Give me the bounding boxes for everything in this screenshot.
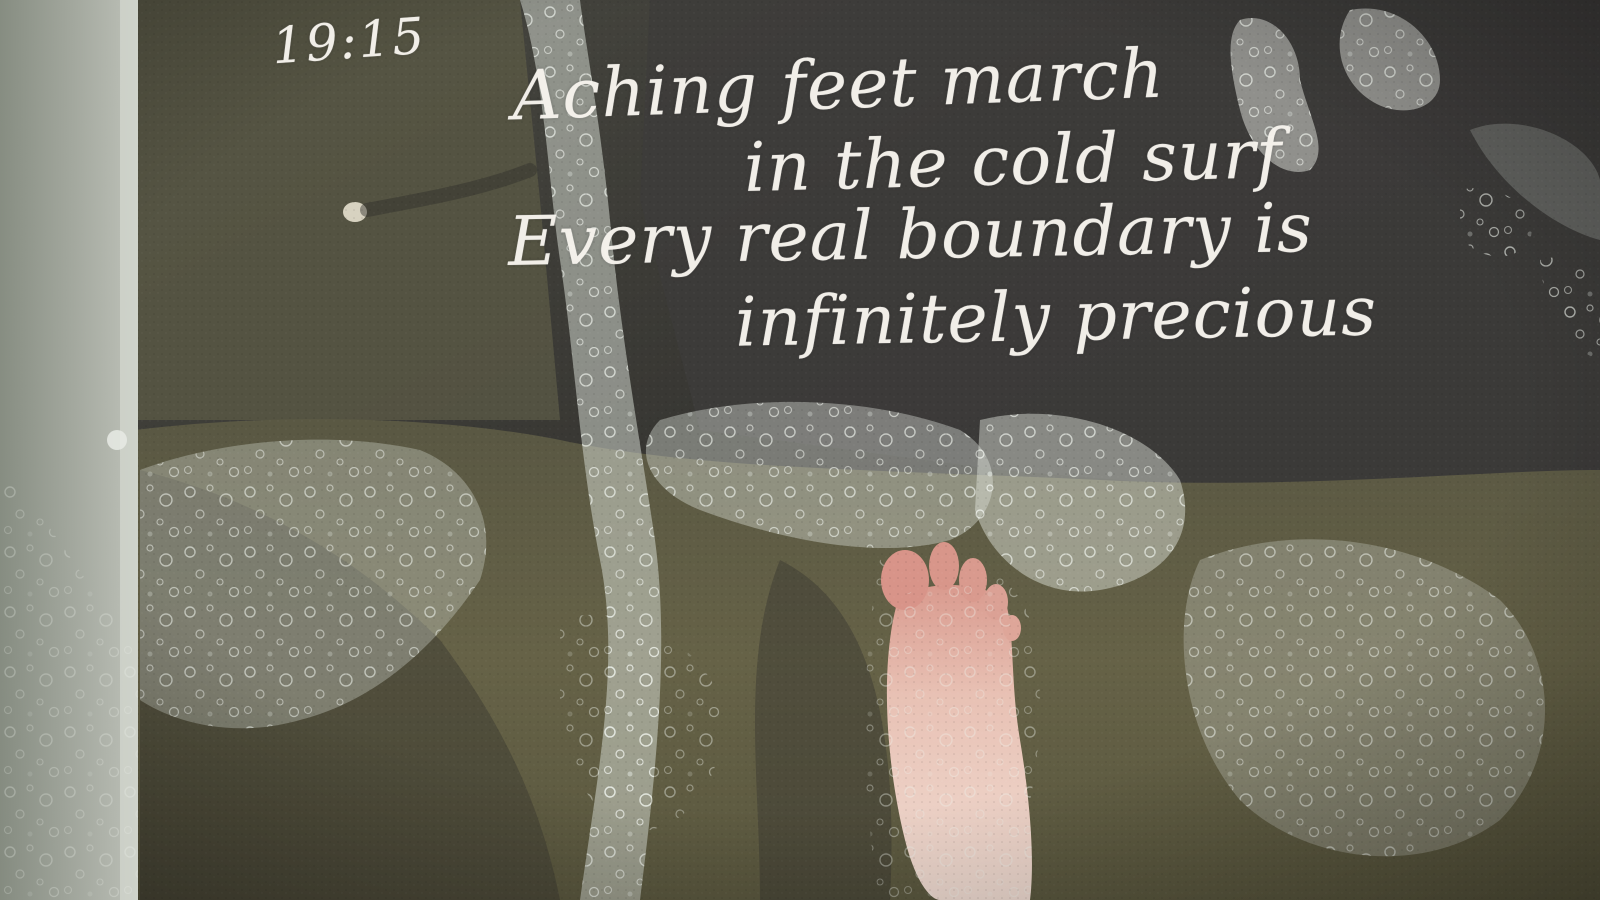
poem-line-3: Every real boundary is [507, 188, 1314, 283]
poem-line-2: in the cold surf [743, 114, 1284, 209]
poem-line-4: infinitely precious [734, 272, 1378, 363]
time-label: 19:15 [270, 6, 428, 76]
poem-line-1: Aching feet march [510, 34, 1166, 137]
border-pin [107, 430, 127, 450]
